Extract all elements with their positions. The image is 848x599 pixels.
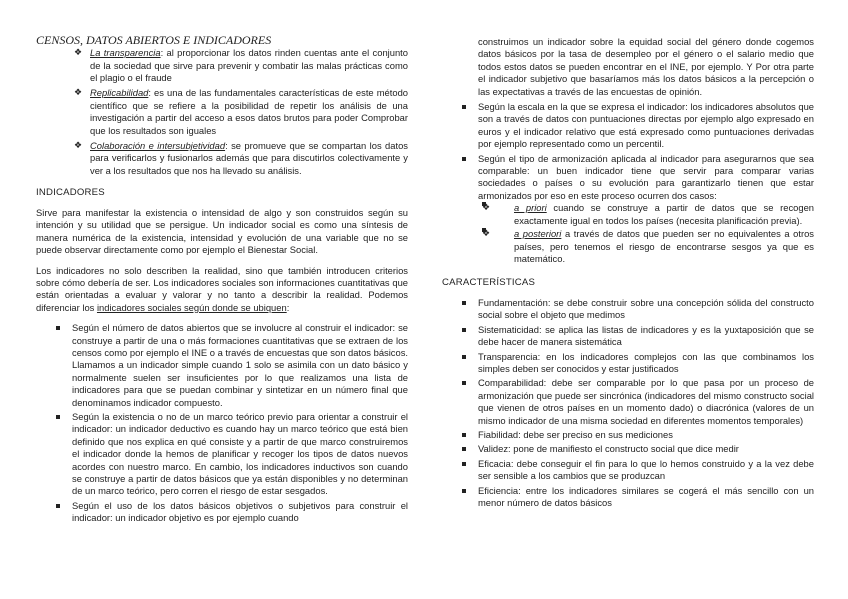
- harmonization-cases-list: [478, 202, 814, 265]
- square-bullet-icon: [462, 489, 466, 493]
- item-text: Según el tipo de armonización aplicada al indicador para asegurarnos que sea comparable: un buen indicador tiene que servir para comparar varias sociedades o países o su evolución para garantizarlo tienen que estar armonizados por eso en este proceso ocurren dos casos:: [478, 152, 814, 201]
- paragraph: [36, 265, 408, 315]
- square-bullet-icon: [462, 355, 466, 359]
- item-text: Según la existencia o no de un marco teórico previo para orientar a construir el indicador: un indicador deductivo es cuando hay un marco teórico que está bien definido que nos explica en qué consiste y a partir de que marco construiremos el indicador donde la hemos de planificar y recoger los tipos de datos nuevos acordes con nuestro marco. En cambio, los indicadores inductivos son cuando se construye a partir de datos básicos que ya están disponibles y no determinan de un marco teórico, pero corren el riesgo de estar sesgados.: [72, 411, 408, 497]
- list-item: [36, 47, 408, 84]
- list-item: [36, 322, 408, 409]
- square-bullet-icon: [462, 433, 466, 437]
- section-heading: CARACTERÍSTICAS: [442, 277, 536, 289]
- item-text: Eficacia: debe conseguir el fin para lo que lo hemos construido y a la vez debe ser sensible a los cambios que se produzcan: [478, 457, 814, 482]
- paragraph-text: Los indicadores no solo describen la realidad, sino que también introducen criterios sobre cómo debería de ser. Los indicadores sociales son informaciones cuantitativas que están orientadas a evaluar y valorar y no tanto a describir la realidad. Podemos diferenciar los: [36, 264, 408, 313]
- item-text: Fundamentación: se debe construir sobre una concepción sólida del constructo social sobre el objeto que medimos: [478, 296, 814, 321]
- list-item: [442, 429, 814, 441]
- list-item: [36, 500, 408, 525]
- diamond-bullet-icon: ❖: [482, 228, 491, 239]
- continuation-text: construimos un indicador sobre la equidad social del género donde cogemos datos básicos por la tasa de desempleo por el género o el salario medio que todos estos datos se pueden encontrar en el INE, por ejemplo. Y Por otra parte el indicador subjetivo que basaríamos más los datos básicos a la percepción o las expectativas a través de las encuestas de opinión.: [478, 36, 814, 97]
- list-item: [442, 297, 814, 322]
- indicator-types-list-continued: [442, 101, 814, 265]
- list-item: [36, 87, 408, 137]
- underlined-phrase: indicadores sociales según donde se ubiquen: [96, 301, 287, 313]
- square-bullet-icon: [56, 415, 60, 419]
- diamond-bullet-icon: ❖: [74, 47, 83, 58]
- principles-list: [36, 47, 408, 177]
- term: a posteriori: [514, 228, 562, 240]
- list-item: [442, 377, 814, 427]
- term: La transparencia: [90, 47, 161, 59]
- item-text: Eficiencia: entre los indicadores similares se cogerá el más sencillo con un menor número de datos básicos: [478, 484, 814, 509]
- item-text: Comparabilidad: debe ser comparable por lo que pasa por un proceso de armonización que puede ser sincrónica (indicadores del mismo constructo social que vienen de otros países en un momento dado) o diacrónica (valores de un mismo indicador de una misma sociedad en diferentes momentos temporales): [478, 377, 814, 426]
- diamond-bullet-icon: ❖: [74, 140, 83, 151]
- list-item: [442, 324, 814, 349]
- list-item: [442, 443, 814, 455]
- square-bullet-icon: [462, 328, 466, 332]
- square-bullet-icon: [462, 157, 466, 161]
- term: Replicabilidad: [90, 87, 149, 99]
- term: Colaboración e intersubjetividad: [90, 140, 226, 152]
- list-item: [442, 351, 814, 376]
- item-text: Según el número de datos abiertos que se involucre al construir el indicador: se construye a partir de una o más formaciones cuantitativas que se extraen de los censos como por ejemplo el INE o a través de encuestas que son datos básicos. Llamamos a un indicador simple cuando 1 solo se asimila con un dato básico y normalmente suelen ser insuficientes por lo que realizamos una lista de indicadores para que se puedan combinar y sintetizar en un número final que denominamos indicador compuesto.: [72, 322, 408, 408]
- list-item: [36, 140, 408, 177]
- diamond-bullet-icon: ❖: [74, 87, 83, 98]
- item-text: cuando se construye a partir de datos que se recogen exactamente igual en todos los países (necesita planificación previa).: [514, 202, 814, 226]
- square-bullet-icon: [56, 504, 60, 508]
- list-item: [442, 153, 814, 266]
- item-text: Según la escala en la que se expresa el indicador: los indicadores absolutos que son a través de datos con puntuaciones directas por ejemplo algo expresado en euros y el indicador relativo que está expresado como puntuaciones derivadas por ejemplo representado como un percentil.: [478, 101, 814, 150]
- square-bullet-icon: [462, 301, 466, 305]
- list-item: [442, 101, 814, 151]
- item-text: : es una de las fundamentales características de este método científico que se refiere a la posibilidad de repetir los análisis de una investigación a partir del acceso a esos datos brutos para poder Comprobar que los resultados son iguales: [90, 87, 408, 136]
- square-bullet-icon: [462, 462, 466, 466]
- item-text: Según el uso de los datos básicos objetivos o subjetivos para construir el indicador: un indicador objetivo es por ejemplo cuando: [72, 499, 408, 524]
- square-bullet-icon: [462, 447, 466, 451]
- term: a priori: [514, 202, 547, 214]
- item-text: Transparencia: en los indicadores complejos con las que combinamos los simples deben ser conocidos y estar justificados: [478, 350, 814, 374]
- item-text: Sistematicidad: se aplica las listas de indicadores y es la yuxtaposición que se debe hacer de manera sistemática: [478, 323, 814, 348]
- list-item: [442, 458, 814, 483]
- list-item: [442, 485, 814, 510]
- paragraph: Sirve para manifestar la existencia o intensidad de algo y son construidos según su intención y su utilidad que se persigue. Un indicador social es como una síntesis de manera numérica de la existencia, intensidad y evolución de una variable que no se puede observar directamente como por ejemplo el Bienestar Social.: [36, 206, 408, 256]
- square-bullet-icon: [462, 105, 466, 109]
- list-item: [478, 228, 814, 265]
- right-column: [442, 0, 814, 511]
- list-item: [36, 411, 408, 498]
- document-title: CENSOS, DATOS ABIERTOS E INDICADORES: [36, 33, 272, 47]
- square-bullet-icon: [462, 381, 466, 385]
- section-heading: INDICADORES: [36, 187, 105, 199]
- paragraph-text: :: [286, 301, 290, 313]
- item-text: a través de datos que pueden ser no equivalentes a otros países, pero tenemos el riesgo de encontrarse sesgos ya que es matemático.: [514, 228, 814, 264]
- square-bullet-icon: [56, 326, 60, 330]
- list-item: [478, 202, 814, 227]
- item-text: Fiabilidad: debe ser preciso en sus mediciones: [478, 429, 673, 441]
- characteristics-list: [442, 297, 814, 510]
- indicator-types-list: [36, 322, 408, 525]
- item-text: : al proporcionar los datos rinden cuentas ante el conjunto de la sociedad que sirve para prevenir y combatir las malas prácticas como el plagio o el fraude: [90, 47, 408, 83]
- left-column: [36, 0, 408, 527]
- diamond-bullet-icon: ❖: [482, 202, 491, 213]
- item-text: : se promueve que se compartan los datos para verificarlos y fusionarlos además que para discutirlos colectivamente y ver a los resultados que nos ha llevado su análisis.: [90, 140, 408, 176]
- item-text: Validez: pone de manifiesto el constructo social que dice medir: [478, 443, 739, 455]
